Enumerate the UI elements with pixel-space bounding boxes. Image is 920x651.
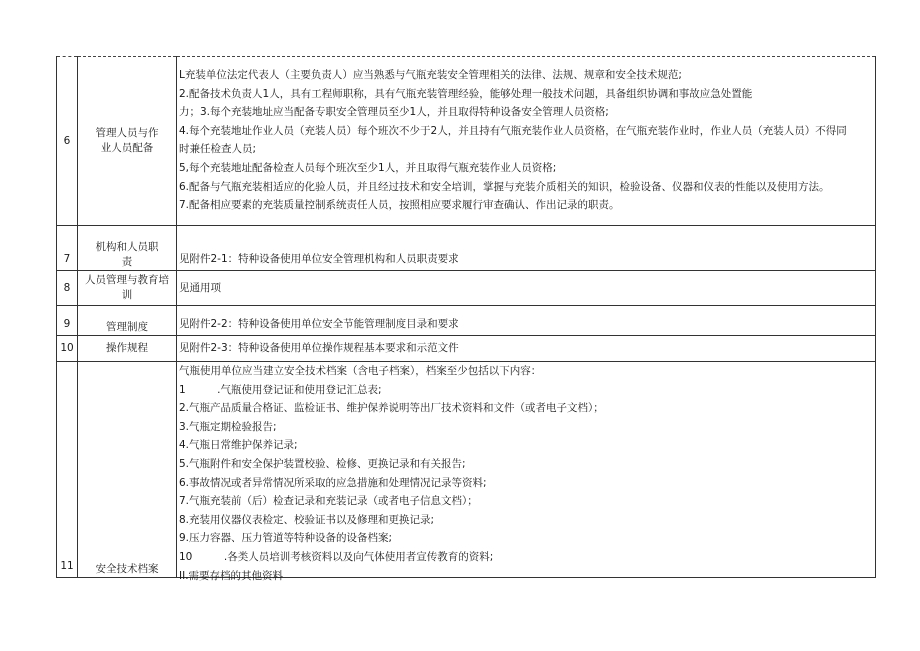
content-line: 7.配备相应要素的充装质量控制系统责任人员，按照相应要求履行审查确认、作出记录的职责。 [179, 199, 620, 212]
item-content [177, 57, 876, 226]
content-line: 8.充装用仪器仪表检定、校验证书以及修理和更换记录; [179, 513, 435, 526]
table-row [57, 57, 876, 226]
content-line: 4.气瓶日常维护保养记录; [179, 439, 298, 452]
content-line: 时兼任检查人员; [179, 143, 257, 156]
content-clip [179, 362, 875, 582]
content-line: 5.气瓶附件和安全保护装置校验、检修、更换记录和有关报告; [179, 457, 466, 470]
content-line: 7.气瓶充装前（后）检查记录和充装记录（或者电子信息文档）； [179, 495, 478, 508]
table-row [57, 362, 876, 578]
item-name-line: 机构和人员职 [95, 241, 159, 253]
content-line: 10 .各类人员培训考核资料以及向气体使用者宣传教育的资料; [179, 550, 494, 563]
requirements-table [56, 56, 876, 582]
content-line: 9.压力容器、压力管道等特种设备的设备档案; [179, 532, 393, 545]
row-number: 8 [57, 271, 78, 306]
content-line: 见附件2-2：特种设备使用单位安全节能管理制度目录和要求 [179, 318, 459, 331]
item-name [78, 306, 177, 336]
content-line: 1 .气瓶使用登记证和使用登记汇总表; [179, 383, 382, 396]
item-name [78, 336, 177, 362]
item-name-line: 责 [121, 256, 133, 268]
content-line: 6.配备与气瓶充装相适应的化验人员，并且经过技术和安全培训，掌握与充装介质相关的知识，检验设备、仪器和仪表的性能以及使用方法。 [179, 180, 830, 193]
item-name-line: 业人员配备 [100, 142, 154, 154]
content-line: 力；3.每个充装地址应当配备专职安全管理员至少1人，并且取得特种设备安全管理人员资格; [179, 106, 609, 119]
content-line: 见附件2-3：特种设备使用单位操作规程基本要求和示范文件 [179, 342, 459, 355]
item-name [78, 362, 177, 578]
content-line: 气瓶使用单位应当建立安全技术档案（含电子档案），档案至少包括以下内容： [179, 365, 542, 377]
content-line: 见附件2-1：特种设备使用单位安全管理机构和人员职责要求 [179, 253, 459, 266]
content-line: II.需要存档的其他资料 [179, 569, 284, 582]
item-name-line: 安全技术档案 [95, 563, 159, 575]
row-number: 6 [57, 57, 78, 226]
content-line: L充装单位法定代表人（主要负责人）应当熟悉与气瓶充装安全管理相关的法律、法规、规章和安全技术规范; [179, 69, 682, 81]
item-name-line: 管理制度 [106, 321, 148, 333]
row-number: 10 [57, 336, 78, 362]
content-line: 2.配备技术负责人1人，具有工程师职称，具有气瓶充装管理经验，能够处理一般技术问题，具备组织协调和事故应急处置能 [179, 87, 753, 100]
row-number: 9 [57, 306, 78, 336]
item-name-line: 训 [121, 289, 133, 301]
content-line: 6.事故情况或者异常情况所采取的应急措施和处理情况记录等资料; [179, 476, 487, 489]
item-content [177, 271, 876, 306]
content-line: 见通用项 [179, 281, 221, 294]
item-content [177, 336, 876, 362]
table-row [57, 336, 876, 362]
content-line: 5,每个充装地址配备检查人员每个班次至少1人，并且取得气瓶充装作业人员资格; [179, 161, 557, 174]
table-row [57, 306, 876, 336]
content-line: 2.气瓶产品质量合格证、监检证书、维护保养说明等出厂技术资料和文件（或者电子文档）； [179, 402, 604, 415]
row-number: 11 [57, 362, 78, 578]
content-line: 4.每个充装地址作业人员（充装人员）每个班次不少于2人，并且持有气瓶充装作业人员资格，在气瓶充装作业时，作业人员（充装人员）不得同 [179, 124, 847, 137]
item-name-line: 管理人员与作 [95, 127, 159, 139]
item-name [78, 271, 177, 306]
row-number: 7 [57, 226, 78, 271]
table-row [57, 271, 876, 306]
item-name-line: 人员管理与教育培 [85, 274, 169, 286]
table-row [57, 226, 876, 271]
item-content [177, 362, 876, 582]
item-content [177, 226, 876, 271]
item-name-line: 操作规程 [106, 342, 148, 354]
content-line: 3.气瓶定期检验报告; [179, 420, 277, 433]
item-content [177, 306, 876, 336]
item-name [78, 226, 177, 271]
item-name [78, 57, 177, 226]
